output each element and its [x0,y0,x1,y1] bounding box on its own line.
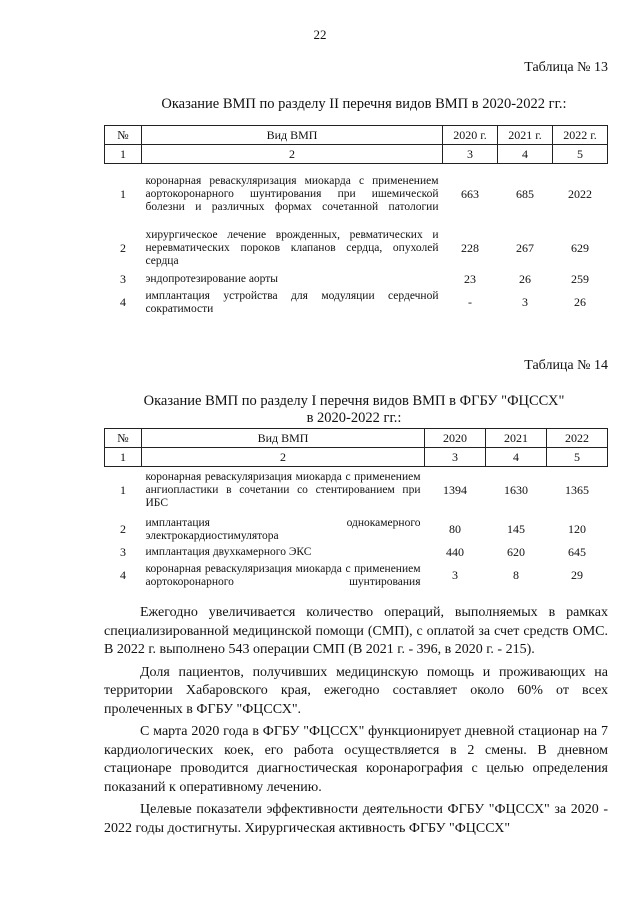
table-14-index-cell: 4 [486,448,547,467]
value-2022: 120 [568,522,586,536]
table-row [105,561,608,591]
table-13-title: Оказание ВМП по разделу II перечня видов ВМП в 2020-2022 гг.: [161,96,567,112]
row-name: коронарная реваскуляризация миокарда с применением аортокоронарного шунтирования [145,562,421,588]
value-2021: 3 [522,295,528,309]
table-13-index-cell: 4 [498,145,553,164]
paragraph: С марта 2020 года в ФГБУ "ФЦССХ" функционирует дневной стационар на 7 кардиологических коек, его работа осуществляется в 2 смены. В дневном стационаре проводится диагностическая коронарография с целью определения показаний к оперативному лечению. [104,724,608,795]
table-13-index-cell: 3 [443,145,498,164]
value-2020: 663 [461,187,479,202]
row-number: 1 [120,187,126,202]
table-13-header-2022: 2022 г. [553,126,608,145]
value-2021: 8 [513,568,519,582]
table-13-index-row [105,145,608,164]
row-name: коронарная реваскуляризация миокарда с применением аортокоронарного шунтирования при ишемической болезни и различных формах сочетанной патологии [145,175,439,214]
page-number: 22 [313,27,327,42]
row-name: коронарная реваскуляризация миокарда с применением ангиопластики в сочетании со стентированием при ИБС [145,471,421,510]
table-row [105,545,608,561]
table-14-header-row [105,429,608,448]
row-number: 4 [120,568,126,582]
table-13-header-row [105,126,608,145]
row-number: 4 [120,295,126,309]
row-name: эндопротезирование аорты [145,273,279,285]
value-2021: 1630 [504,483,528,498]
value-2020: 228 [461,241,479,255]
row-number: 1 [120,483,126,498]
row-number: 2 [120,241,126,255]
table-14-index-cell: 3 [425,448,486,467]
paragraph: Ежегодно увеличивается количество операций, выполняемых в рамках специализированной медицинской помощи (СМП), с оплатой за счет средств ОМС. В 2022 г. выполнено 543 операции СМП (В 2021 г. - 396, в 2020 г. - 215). [104,605,608,657]
value-2022: 26 [574,295,586,309]
table-14-header-type: Вид ВМП [142,429,425,448]
table-row [105,164,608,226]
table-14-header-num: № [105,429,142,448]
table-14-label: Таблица № 14 [524,358,608,373]
table-14-index-cell: 2 [142,448,425,467]
table-14-title-line1: Оказание ВМП по разделу I перечня видов ВМП в ФГБУ "ФЦССХ" [143,393,565,409]
paragraph: Целевые показатели эффективности деятельности ФГБУ "ФЦССХ" за 2020 - 2022 годы достигнуты. Хирургическая активность ФГБУ "ФЦССХ" [104,802,608,836]
value-2020: - [468,295,472,309]
table-13-index-cell: 5 [553,145,608,164]
value-2022: 2022 [568,187,592,202]
value-2022: 29 [571,568,583,582]
value-2021: 267 [516,241,534,255]
paragraph: Доля пациентов, получивших медицинскую помощь и проживающих на территории Хабаровского края, ежегодно составляет около 60% от всех пролеченных в ФГБУ "ФЦССХ". [104,664,608,717]
table-13-index-cell: 1 [105,145,142,164]
table-13 [104,125,608,318]
value-2021: 26 [519,272,531,286]
row-number: 3 [120,272,126,286]
table-row [105,467,608,515]
table-14-index-cell: 1 [105,448,142,467]
table-row [105,226,608,272]
table-row [105,288,608,318]
row-number: 2 [120,522,126,536]
table-13-header-2021: 2021 г. [498,126,553,145]
table-14-header-2021: 2021 [486,429,547,448]
value-2021: 145 [507,522,525,536]
value-2022: 259 [571,272,589,286]
value-2020: 80 [449,522,461,536]
table-13-header-num: № [105,126,142,145]
value-2022: 629 [571,241,589,255]
value-2021: 620 [507,545,525,559]
value-2022: 1365 [565,483,589,498]
value-2020: 3 [452,568,458,582]
value-2021: 685 [516,187,534,202]
row-number: 3 [120,545,126,559]
row-name: имплантация однокамерного электрокардиостимулятора [145,516,421,542]
table-14-index-row [105,448,608,467]
row-name: хирургическое лечение врожденных, ревматических и неревматических пороков клапанов сердца, опухолей сердца [145,229,439,267]
table-14-title-line2: в 2020-2022 гг.: [306,410,402,426]
row-name: имплантация двухкамерного ЭКС [145,546,312,558]
table-14-title [100,393,608,427]
table-row [105,272,608,288]
value-2020: 440 [446,545,464,559]
value-2022: 645 [568,545,586,559]
table-13-header-type: Вид ВМП [142,126,443,145]
value-2020: 23 [464,272,476,286]
value-2020: 1394 [443,483,467,498]
table-row [105,515,608,545]
table-14-header-2020: 2020 [425,429,486,448]
table-13-label: Таблица № 13 [524,60,608,75]
table-14 [104,428,608,591]
body-text [104,604,608,842]
row-name: имплантация устройства для модуляции сердечной сократимости [145,289,439,315]
table-13-header-2020: 2020 г. [443,126,498,145]
table-14-header-2022: 2022 [547,429,608,448]
table-14-index-cell: 5 [547,448,608,467]
table-13-index-cell: 2 [142,145,443,164]
